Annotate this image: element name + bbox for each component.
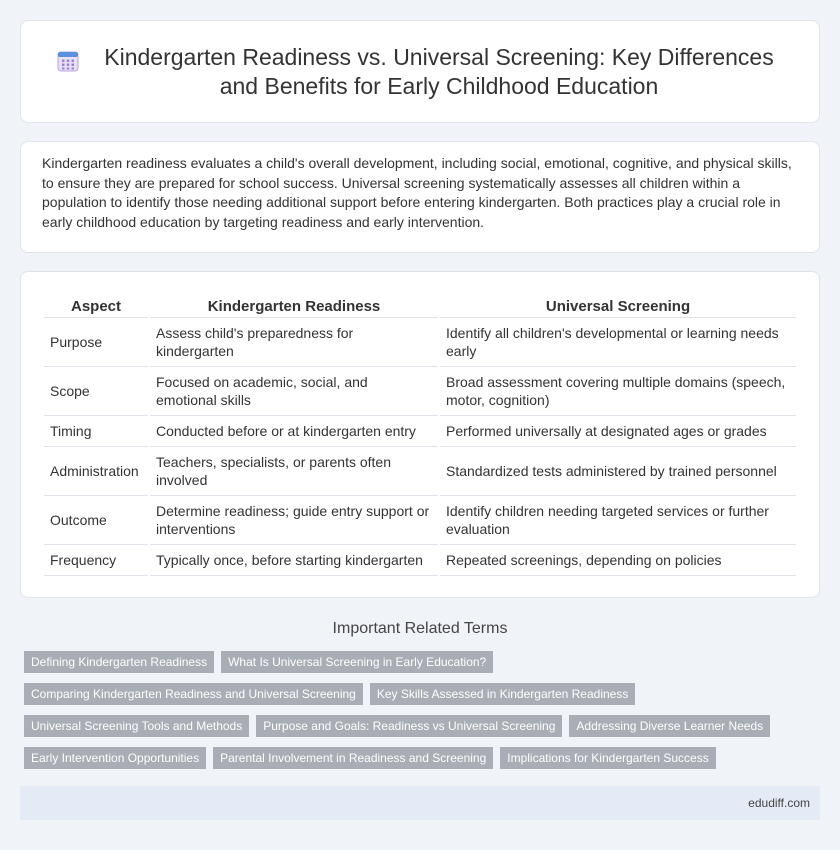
table-header-row [44,294,796,318]
related-term-tag[interactable]: Parental Involvement in Readiness and Screening [213,747,493,769]
cell-screening: Identify children needing targeted services or further evaluation [440,496,796,545]
related-term-tag[interactable]: What Is Universal Screening in Early Education? [221,651,493,673]
cell-readiness: Determine readiness; guide entry support or interventions [150,496,438,545]
table-row [44,367,796,416]
cell-aspect: Administration [44,447,148,496]
cell-aspect: Outcome [44,496,148,545]
related-term-tag[interactable]: Universal Screening Tools and Methods [24,715,249,737]
cell-screening: Identify all children's developmental or learning needs early [440,318,796,367]
column-header-readiness: Kindergarten Readiness [150,294,438,318]
comparison-table [42,294,798,576]
cell-readiness: Typically once, before starting kindergarten [150,545,438,576]
comparison-card [20,271,820,598]
cell-aspect: Purpose [44,318,148,367]
table-row [44,318,796,367]
page-title: Kindergarten Readiness vs. Universal Screening: Key Differences and Benefits for Early Childhood Education [104,43,774,99]
table-row [44,545,796,576]
calendar-icon [56,49,80,73]
cell-aspect: Frequency [44,545,148,576]
related-terms-title: Important Related Terms [332,620,508,637]
site-name[interactable]: edudiff.com [748,796,810,810]
related-term-tag[interactable]: Key Skills Assessed in Kindergarten Readiness [370,683,635,705]
cell-readiness: Assess child's preparedness for kindergarten [150,318,438,367]
related-term-tag[interactable]: Early Intervention Opportunities [24,747,206,769]
column-header-screening: Universal Screening [440,294,796,318]
related-term-tag[interactable]: Defining Kindergarten Readiness [24,651,214,673]
related-term-tag[interactable]: Purpose and Goals: Readiness vs Universal Screening [256,715,562,737]
related-term-tag[interactable]: Addressing Diverse Learner Needs [569,715,770,737]
cell-screening: Repeated screenings, depending on policies [440,545,796,576]
cell-readiness: Focused on academic, social, and emotional skills [150,367,438,416]
column-header-aspect: Aspect [44,294,148,318]
table-row [44,447,796,496]
cell-readiness: Conducted before or at kindergarten entry [150,416,438,447]
cell-aspect: Timing [44,416,148,447]
cell-aspect: Scope [44,367,148,416]
intro-text: Kindergarten readiness evaluates a child's overall development, including social, emotional, cognitive, and physical skills, to ensure they are prepared for school success. Universal screening systematically assesses all children within a population to identify those needing additional support before entering kindergarten. Both practices play a crucial role in early childhood education by targeting readiness and early intervention. [42,155,792,230]
cell-screening: Broad assessment covering multiple domains (speech, motor, cognition) [440,367,796,416]
related-terms-list [24,651,820,779]
footer [20,786,820,820]
cell-readiness: Teachers, specialists, or parents often involved [150,447,438,496]
related-term-tag[interactable]: Implications for Kindergarten Success [500,747,715,769]
table-row [44,416,796,447]
header-card [20,20,820,123]
intro-card [20,141,820,253]
related-term-tag[interactable]: Comparing Kindergarten Readiness and Universal Screening [24,683,363,705]
cell-screening: Standardized tests administered by trained personnel [440,447,796,496]
cell-screening: Performed universally at designated ages or grades [440,416,796,447]
table-row [44,496,796,545]
